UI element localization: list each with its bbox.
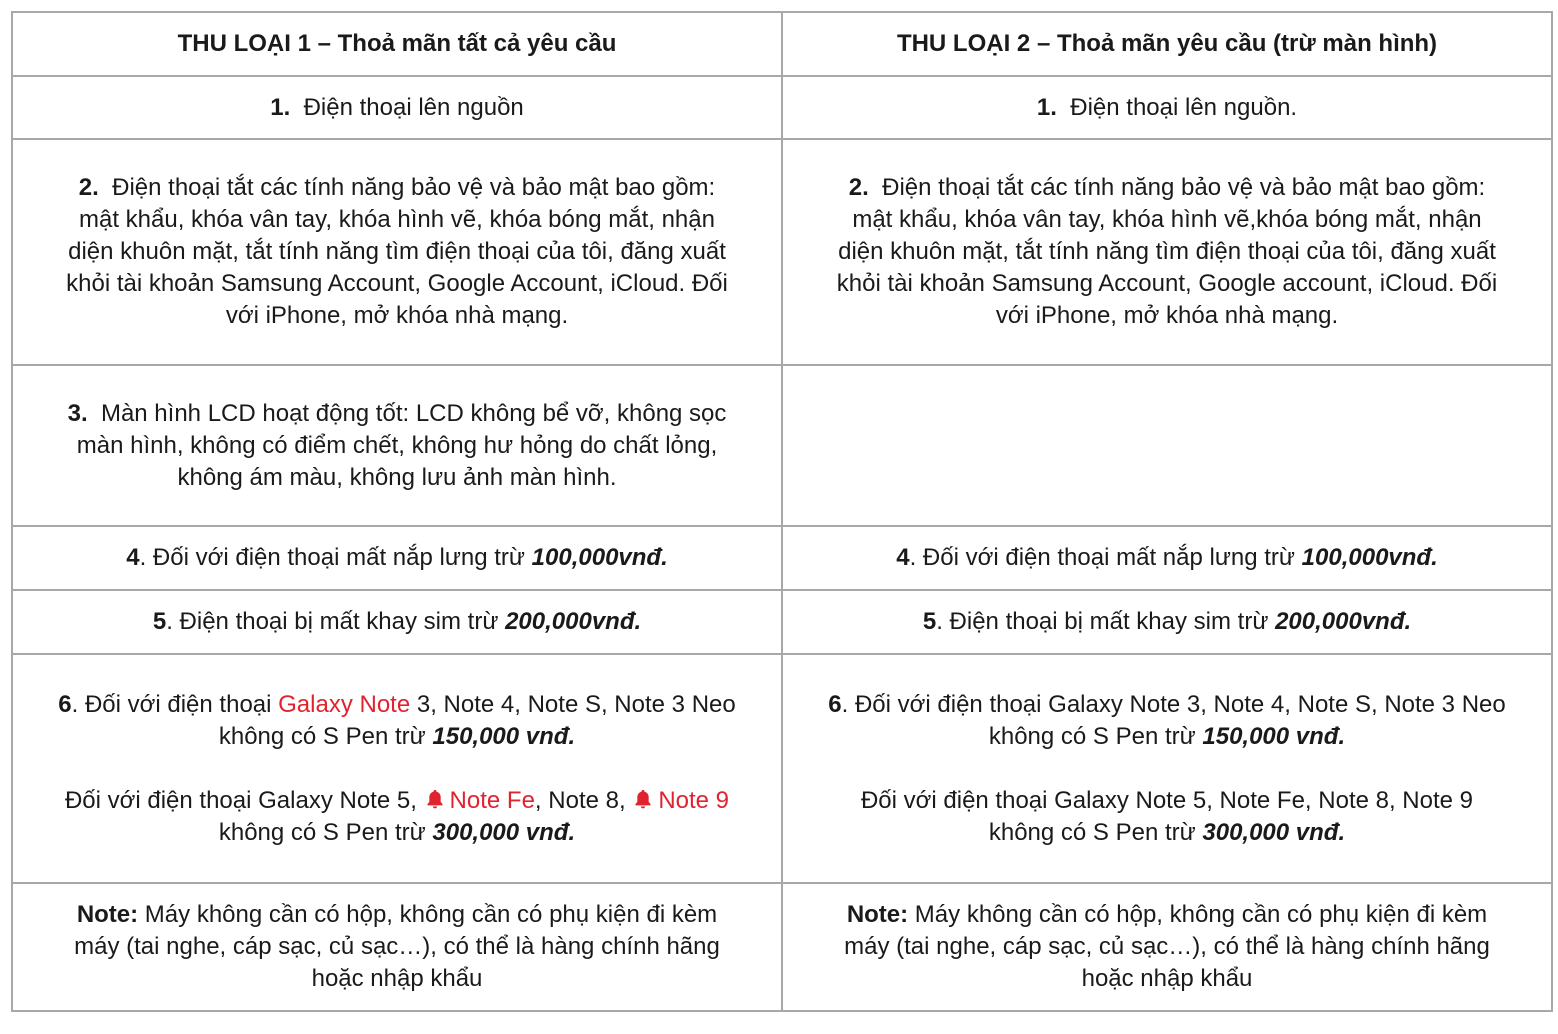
item-number: 4 (126, 544, 140, 571)
item-number: 5 (922, 608, 937, 635)
cell-r1-col1 (12, 76, 782, 139)
item-number: 6 (828, 690, 842, 718)
cell-r2-col1 (12, 139, 782, 365)
price: 200,000vnđ. (505, 608, 642, 635)
bell-icon (424, 788, 446, 810)
cell-r3-col1 (12, 365, 782, 526)
table-row (12, 76, 1552, 139)
item-number: 3. (67, 399, 88, 427)
cell-text: . Điện thoại bị mất khay sim trừ (166, 608, 506, 635)
price: 300,000 vnđ. (432, 818, 576, 846)
note-label: Note: (846, 901, 909, 928)
cell-r2-col2 (782, 139, 1552, 365)
header-col1: THU LOẠI 1 – Thoả mãn tất cả yêu cầu (12, 12, 782, 76)
item-number: 5 (152, 608, 167, 635)
cell-r6-col1 (12, 654, 782, 883)
cell-text: Màn hình LCD hoạt động tốt: LCD không bể vỡ, không sọc màn hình, không có điểm chết, không hư hỏng do chất lỏng, không ám màu, không lưu ảnh màn hình. (76, 399, 727, 491)
price: 200,000vnđ. (1275, 608, 1412, 635)
cell-text: Điện thoại tắt các tính năng bảo vệ và bảo mật bao gồm: mật khẩu, khóa vân tay, khóa hình vẽ,khóa bóng mắt, nhận diện khuôn mặt, tắt tính năng tìm điện thoại của tôi, đăng xuất khỏi tài khoản Samsung Account, Google account, iCloud. Đối với iPhone, mở khóa nhà mạng. (836, 174, 1498, 329)
item-number: 4 (896, 544, 910, 571)
cell-r4-col2 (782, 526, 1552, 590)
cell-r7-col1 (12, 883, 782, 1011)
price: 100,000vnđ. (531, 544, 668, 571)
comparison-table (11, 11, 1553, 1012)
price: 150,000 vnđ. (1202, 722, 1346, 750)
bell-icon (632, 788, 654, 810)
highlight-link[interactable]: Galaxy Note (278, 690, 411, 718)
cell-text: Đối với điện thoại Galaxy Note 5, (64, 786, 424, 814)
paragraph-note5 (57, 785, 737, 849)
paragraph-note3 (57, 689, 737, 753)
cell-r6-col2 (782, 654, 1552, 883)
cell-text: . Đối với điện thoại mất nắp lưng trừ (139, 544, 532, 571)
cell-text: Điện thoại lên nguồn. (1070, 93, 1298, 121)
spacer (827, 753, 1507, 785)
header-col2: THU LOẠI 2 – Thoả mãn yêu cầu (trừ màn hình) (782, 12, 1552, 76)
price: 100,000vnđ. (1301, 544, 1438, 571)
highlight-link[interactable] (424, 787, 535, 814)
paragraph-note5 (827, 785, 1507, 849)
table-row (12, 883, 1552, 1011)
cell-text: 3, Note 4, Note S, Note 3 Neo không có S Pen trừ (218, 690, 736, 750)
spacer (57, 753, 737, 785)
cell-r7-col2 (782, 883, 1552, 1011)
header-row (12, 12, 1552, 76)
cell-text: Điện thoại lên nguồn (303, 93, 524, 121)
cell-r1-col2 (782, 76, 1552, 139)
highlight-link[interactable] (632, 787, 729, 814)
cell-text: không có S Pen trừ (218, 818, 433, 846)
table-row (12, 139, 1552, 365)
cell-text: . Đối với điện thoại mất nắp lưng trừ (909, 544, 1302, 571)
note-label: Note: (76, 901, 139, 928)
item-number: 1. (1036, 93, 1057, 121)
cell-text: . Đối với điện thoại (71, 690, 279, 718)
cell-r4-col1 (12, 526, 782, 590)
cell-text: Đối với điện thoại Galaxy Note 5, Note Fe, Note 8, Note 9 không có S Pen trừ (860, 786, 1474, 846)
item-number: 6 (58, 690, 72, 718)
table-row (12, 526, 1552, 590)
table-row (12, 654, 1552, 883)
table-row (12, 590, 1552, 654)
item-number: 2. (78, 174, 99, 201)
cell-r5-col2 (782, 590, 1552, 654)
highlight-text: Note Fe (449, 786, 535, 814)
cell-text: , Note 8, (534, 786, 633, 814)
price: 300,000 vnđ. (1202, 818, 1346, 846)
cell-text: Máy không cần có hộp, không cần có phụ kiện đi kèm máy (tai nghe, cáp sạc, củ sạc…), có thể là hàng chính hãng hoặc nhập khẩu (844, 901, 1490, 992)
cell-r3-col2-empty (782, 365, 1552, 526)
item-number: 1. (270, 93, 291, 121)
price: 150,000 vnđ. (432, 722, 576, 750)
cell-text: Điện thoại tắt các tính năng bảo vệ và bảo mật bao gồm: mật khẩu, khóa vân tay, khóa hình vẽ, khóa bóng mắt, nhận diện khuôn mặt, tắt tính năng tìm điện thoại của tôi, đăng xuất khỏi tài khoản Samsung Account, Google Account, iCloud. Đối với iPhone, mở khóa nhà mạng. (66, 174, 728, 329)
cell-text: . Điện thoại bị mất khay sim trừ (936, 608, 1276, 635)
cell-text: Máy không cần có hộp, không cần có phụ kiện đi kèm máy (tai nghe, cáp sạc, củ sạc…), có thể là hàng chính hãng hoặc nhập khẩu (74, 901, 720, 992)
item-number: 2. (848, 174, 869, 201)
highlight-text: Note 9 (658, 786, 730, 814)
cell-r5-col1 (12, 590, 782, 654)
paragraph-note3 (827, 689, 1507, 753)
table-row (12, 365, 1552, 526)
cell-text: . Đối với điện thoại Galaxy Note 3, Note 4, Note S, Note 3 Neo không có S Pen trừ (841, 690, 1506, 750)
